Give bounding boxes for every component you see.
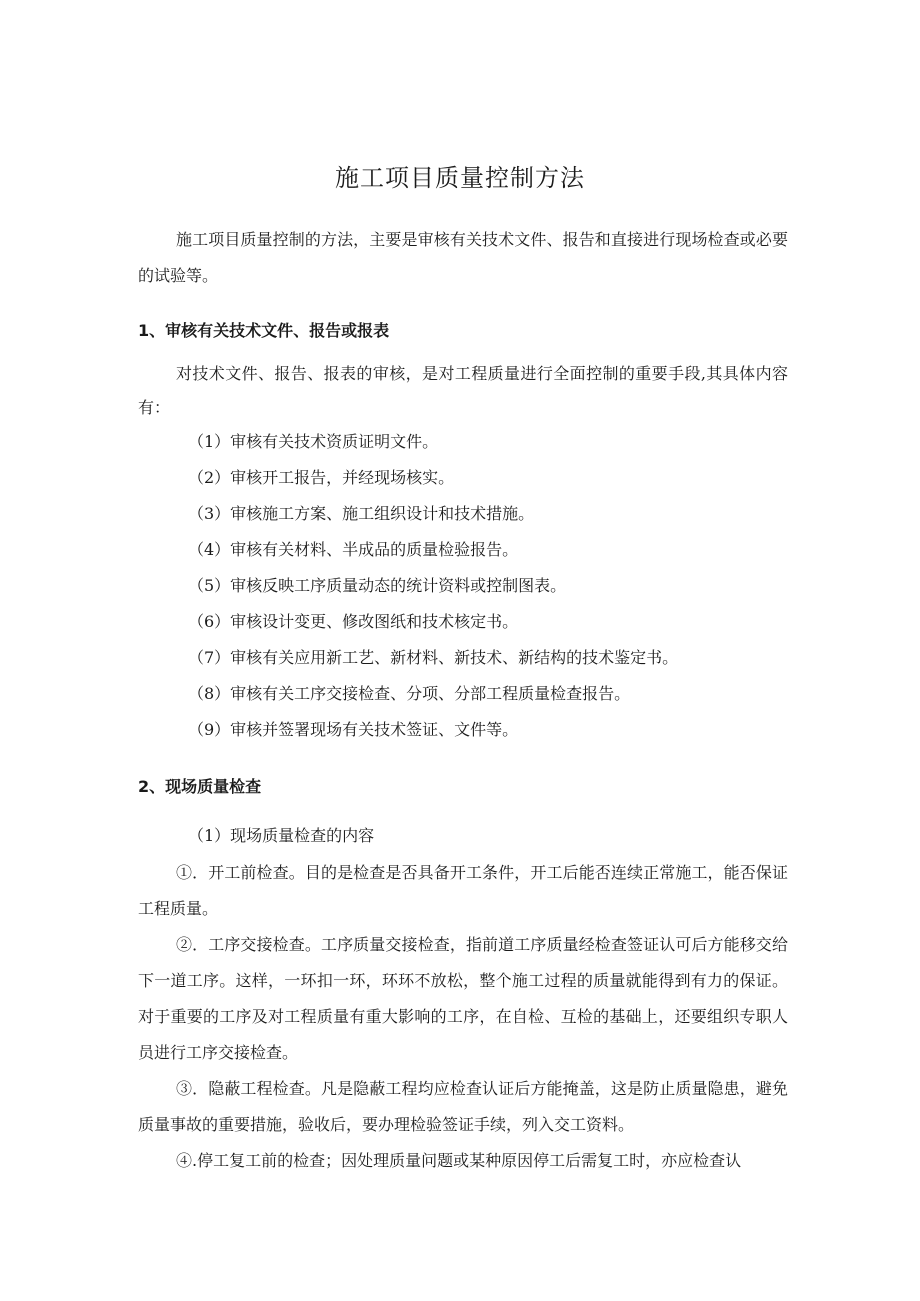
section1-heading: 1、审核有关技术文件、报告或报表 <box>138 321 390 340</box>
list-item: （2）审核开工报告，并经现场核实。 <box>188 468 455 487</box>
list-item: （7）审核有关应用新工艺、新材料、新技术、新结构的技术鉴定书。 <box>188 648 679 667</box>
section2-paragraph-3: ③．隐蔽工程检查。凡是隐蔽工程均应检查认证后方能掩盖，这是防止质量隐患，避免质量事故的重要措施，验收后，要办理检验签证手续，列入交工资料。 <box>138 1079 788 1134</box>
document-title: 施工项目质量控制方法 <box>335 164 585 192</box>
list-item: （8）审核有关工序交接检查、分项、分部工程质量检查报告。 <box>188 684 631 703</box>
list-item: （5）审核反映工序质量动态的统计资料或控制图表。 <box>188 576 567 595</box>
list-item: （1）审核有关技术资质证明文件。 <box>188 432 439 451</box>
section2-subheading: （1）现场质量检查的内容 <box>188 826 375 845</box>
section2-heading: 2、现场质量检查 <box>138 777 262 796</box>
section2-paragraph-4: ④.停工复工前的检查；因处理质量问题或某种原因停工后需复工时，亦应检查认 <box>176 1151 742 1170</box>
list-item: （4）审核有关材料、半成品的质量检验报告。 <box>188 540 519 559</box>
intro-paragraph: 施工项目质量控制的方法，主要是审核有关技术文件、报告和直接进行现场检查或必要的试验等。 <box>138 230 788 285</box>
list-item: （9）审核并签署现场有关技术签证、文件等。 <box>188 720 519 739</box>
section2-paragraph-2: ②．工序交接检查。工序质量交接检查，指前道工序质量经检查签证认可后方能移交给下一道工序。这样，一环扣一环，环环不放松，整个施工过程的质量就能得到有力的保证。对于重要的工序及对工程质量有重大影响的工序，在自检、互检的基础上，还要组织专职人员进行工序交接检查。 <box>138 935 788 1062</box>
list-item: （6）审核设计变更、修改图纸和技术核定书。 <box>188 612 519 631</box>
list-item: （3）审核施工方案、施工组织设计和技术措施。 <box>188 504 535 523</box>
section1-paragraph: 对技术文件、报告、报表的审核，是对工程质量进行全面控制的重要手段,其具体内容有： <box>138 364 788 417</box>
section2-paragraph-1: ①．开工前检查。目的是检查是否具备开工条件，开工后能否连续正常施工，能否保证工程质量。 <box>138 863 788 918</box>
